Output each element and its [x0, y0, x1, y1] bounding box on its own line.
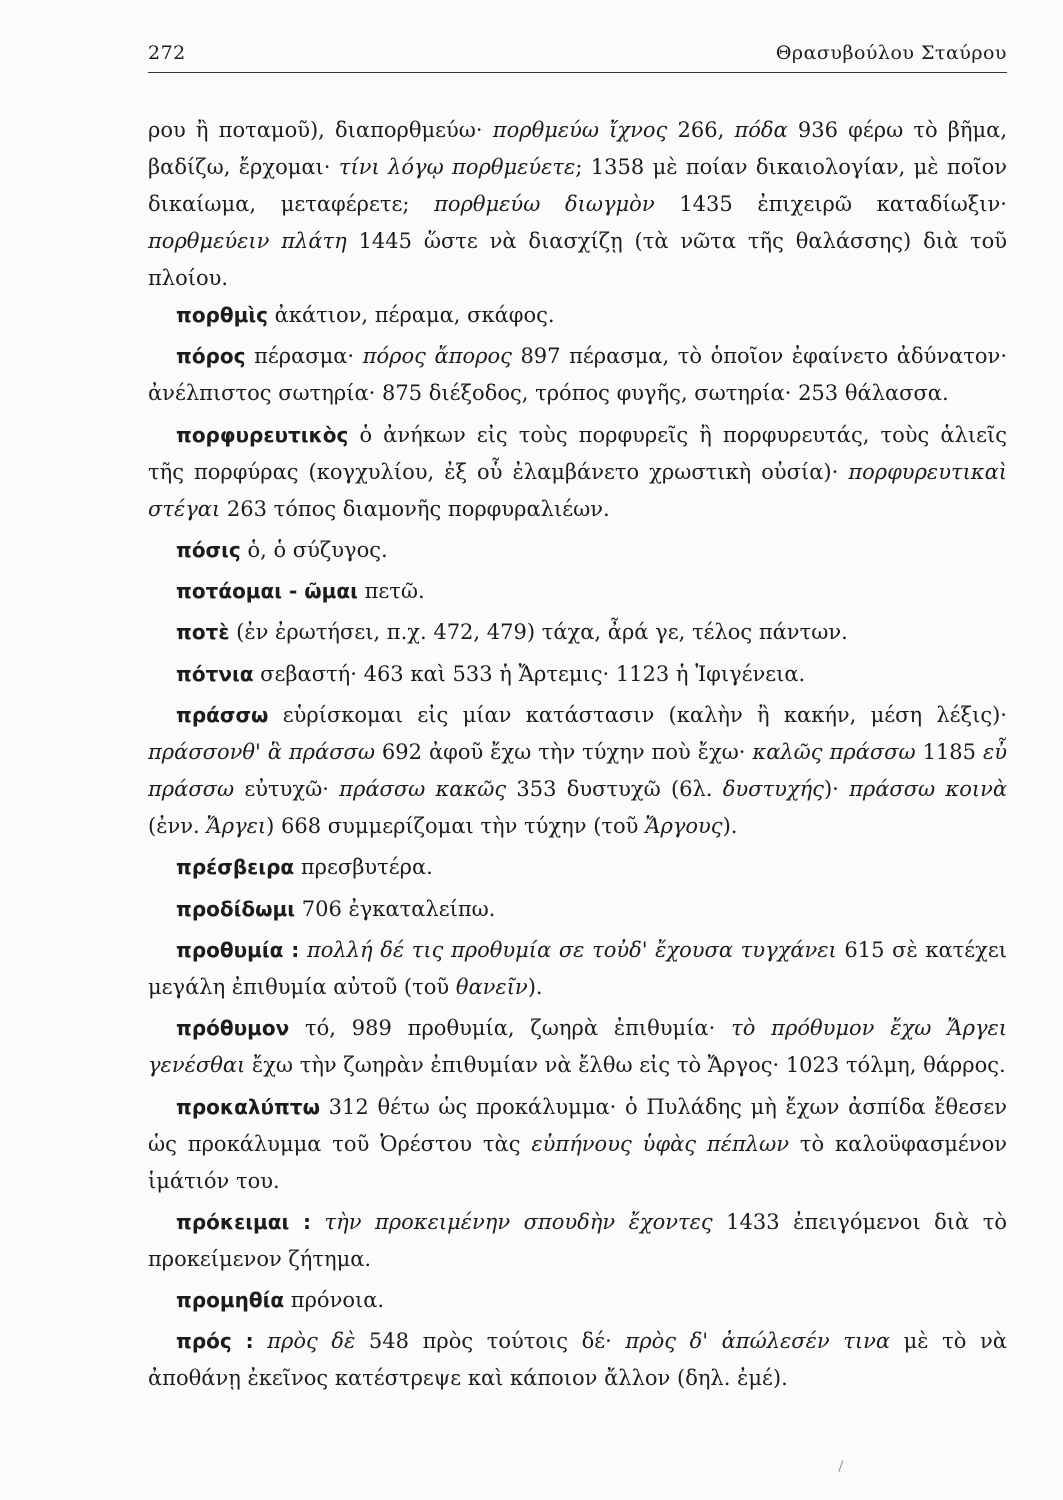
- glossary-entry: [148, 297, 1007, 334]
- definition-text: 263 τόπος διαμονῆς πορφυραλιέων.: [220, 496, 610, 521]
- definition-text: 706 ἐγκαταλείπω.: [295, 896, 496, 921]
- definition-text: 1185: [915, 740, 983, 765]
- glossary-entry: [148, 697, 1007, 845]
- definition-text: πετῶ.: [357, 579, 425, 604]
- definition-text: 1433 ἐπειγόμενοι διὰ τὸ προκείμενον ζήτημα.: [148, 1209, 1007, 1271]
- page-number: 272: [148, 42, 186, 64]
- definition-text: πρεσβυτέρα.: [294, 855, 433, 880]
- definition-text: ).: [527, 974, 543, 999]
- quoted-phrase: πόρος ἄπορος: [362, 344, 512, 369]
- entry-headword: πορφυρευτικὸς: [176, 422, 349, 447]
- glossary-entry: [148, 1089, 1007, 1200]
- entry-headword: πότνια: [176, 661, 254, 686]
- entry-headword: προκαλύπτω: [176, 1094, 320, 1119]
- quoted-phrase: δυστυχής: [722, 777, 824, 802]
- entry-headword: προθυμία :: [176, 937, 300, 962]
- running-header-author: Θρασυβούλου Σταύρου: [775, 42, 1007, 64]
- entry-headword: πορθμὶς: [176, 303, 268, 327]
- entry-headword: προδίδωμι: [176, 896, 296, 921]
- definition-text: εὐτυχῶ·: [234, 777, 340, 802]
- quoted-phrase: εὐπήνους ὑφὰς πέπλων: [531, 1131, 789, 1156]
- quoted-phrase: εὖ πράσσω: [148, 740, 1008, 802]
- quoted-phrase: πρὸς δ' ἀπώλεσέν τινα: [625, 1329, 891, 1354]
- definition-text: 353 δυστυχῶ (6λ.: [506, 777, 723, 802]
- glossary-entry: [148, 532, 1007, 569]
- entry-headword: πράσσω: [176, 703, 269, 728]
- definition-text: ρου ἢ ποταμοῦ), διαπορθμεύω·: [148, 118, 493, 142]
- definition-text: (ἐν ἐρωτήσει, π.χ. 472, 479) τάχα, ἆρά γε, τέλος πάντων.: [229, 620, 848, 645]
- quoted-phrase: πράσσω κακῶς: [339, 777, 507, 802]
- definition-text: μὲ τὸ νὰ ἀποθάνῃ ἐκεῖνος κατέστρεψε καὶ κάποιον ἄλλον (δηλ. ἐμέ).: [148, 1329, 1007, 1391]
- definition-text: εὑρίσκομαι εἰς μίαν κατάστασιν (καλὴν ἢ κακήν, μέση λέξις)·: [268, 703, 1007, 728]
- definition-text: 266,: [667, 118, 735, 142]
- glossary-entry: [148, 573, 1007, 610]
- glossary-entry: [148, 1323, 1007, 1397]
- entry-headword: πρόθυμον: [176, 1016, 290, 1041]
- definition-text: 1435 ἐπιχειρῶ καταδίωξιν·: [654, 192, 1007, 216]
- definition-text: )·: [823, 777, 850, 802]
- entry-headword: πόρος: [176, 344, 246, 369]
- definition-text: πρόνοια.: [284, 1288, 385, 1313]
- quoted-phrase: πόδα: [734, 118, 788, 142]
- quoted-phrase: πορθμεύειν πλάτη: [148, 229, 347, 253]
- quoted-phrase: θανεῖν: [455, 974, 528, 999]
- glossary-entry: [148, 417, 1007, 528]
- definition-text: ὁ ἀνήκων εἰς τοὺς πορφυρεῖς ἢ πορφυρευτάς, τοὺς ἁλιεῖς τῆς πορφύρας (κογχυλίου, ἐξ οὗ ἐλαμβάνετο χρωστικὴ οὐσία)·: [148, 422, 1007, 484]
- glossary-entry: [148, 1204, 1007, 1278]
- definition-text: ἔχω τὴν ζωηρὰν ἐπιθυμίαν νὰ ἔλθω εἰς τὸ Ἄργος· 1023 τόλμη, θάρρος.: [245, 1053, 1006, 1078]
- quoted-phrase: καλῶς πράσσω: [752, 740, 916, 765]
- definition-text: ἀκάτιον, πέραμα, σκάφος.: [267, 303, 555, 327]
- definition-text: ὁ, ὁ σύζυγος.: [240, 537, 388, 562]
- entry-headword: ποτάομαι - ῶμαι: [176, 579, 358, 604]
- pen-mark: [838, 1460, 852, 1475]
- glossary-entry: [148, 891, 1007, 928]
- entry-headword: πρέσβειρα: [176, 855, 295, 880]
- definition-text: τό, 989 προθυμία, ζωηρὰ ἐπιθυμία·: [289, 1016, 732, 1041]
- running-header: [148, 38, 1007, 73]
- glossary-entry: [148, 1282, 1007, 1319]
- glossary-entry: [148, 614, 1007, 651]
- entry-headword: ποτὲ: [176, 620, 230, 645]
- definition-text: ) 668 συμμερίζομαι τὴν τύχην (τοῦ: [266, 814, 646, 839]
- quoted-phrase: πορφυρευτικαὶ στέγαι: [148, 459, 1007, 521]
- definition-text: τὸ καλοϋφασμένον ἱμάτιόν του.: [148, 1131, 1007, 1193]
- glossary-body: [148, 112, 1007, 1402]
- definition-text: 1445 ὥστε νὰ διασχίζῃ (τὰ νῶτα τῆς θαλάσσης) διὰ τοῦ πλοίου.: [148, 229, 1007, 290]
- definition-text: (ἐνν.: [148, 814, 207, 839]
- quoted-phrase: πολλή δέ τις προθυμία σε τοὐδ' ἔχουσα τυγχάνει: [299, 937, 837, 962]
- entry-headword: πρόκειμαι :: [176, 1209, 312, 1234]
- quoted-phrase: τὴν προκειμένην σπουδὴν ἔχοντες: [311, 1209, 713, 1234]
- definition-text: 897 πέρασμα, τὸ ὁποῖον ἐφαίνετο ἀδύνατον· ἀνέλπιστος σωτηρία· 875 διέξοδος, τρόπος φυγῆς, σωτηρία· 253 θάλασσα.: [148, 344, 1007, 406]
- definition-text: 936 φέρω τὸ βῆμα, βαδίζω, ἔρχομαι·: [148, 118, 1008, 179]
- quoted-phrase: Ἄργει: [206, 814, 267, 839]
- definition-text: ; 1358 μὲ ποίαν δικαιολογίαν, μὲ ποῖον δικαίωμα, μεταφέρετε;: [148, 155, 1008, 216]
- definition-text: 692 ἀφοῦ ἔχω τὴν τύχην ποὺ ἔχω·: [375, 740, 753, 765]
- definition-text: 615 σὲ κατέχει μεγάλη ἐπιθυμία αὐτοῦ (τοῦ: [148, 937, 1007, 999]
- entry-headword: πόσις: [176, 537, 241, 562]
- quoted-phrase: πορθμεύω διωγμὸν: [434, 192, 655, 216]
- quoted-phrase: πρὸς δὲ: [253, 1329, 356, 1354]
- glossary-entry: [148, 849, 1007, 886]
- quoted-phrase: Ἄργους: [645, 814, 723, 839]
- definition-text: σεβαστή· 463 καὶ 533 ἡ Ἄρτεμις· 1123 ἡ Ἰφιγένεια.: [253, 661, 806, 686]
- definition-text: ).: [722, 814, 738, 839]
- quoted-phrase: πράσσονθ' ἃ πράσσω: [148, 740, 375, 765]
- quoted-phrase: πορθμεύω ἴχνος: [492, 118, 668, 142]
- glossary-entry-continuation: [148, 112, 1007, 297]
- quoted-phrase: τὸ πρόθυμον ἔχω Ἄργει γενέσθαι: [148, 1016, 1007, 1078]
- glossary-entry: [148, 1010, 1007, 1084]
- quoted-phrase: πράσσω κοινὰ: [849, 777, 1008, 802]
- entry-headword: προμηθία: [176, 1288, 285, 1313]
- glossary-entry: [148, 656, 1007, 693]
- definition-text: 548 πρὸς τούτοις δέ·: [355, 1329, 626, 1354]
- glossary-entry: [148, 932, 1007, 1006]
- definition-text: πέρασμα·: [245, 344, 363, 369]
- glossary-entry: [148, 338, 1007, 412]
- entry-headword: πρός :: [176, 1329, 254, 1354]
- definition-text: 312 θέτω ὡς προκάλυμμα· ὁ Πυλάδης μὴ ἔχων ἀσπίδα ἔθεσεν ὡς προκάλυμμα τοῦ Ὀρέστου τὰς: [148, 1094, 1007, 1156]
- quoted-phrase: τίνι λόγῳ πορθμεύετε: [338, 155, 576, 179]
